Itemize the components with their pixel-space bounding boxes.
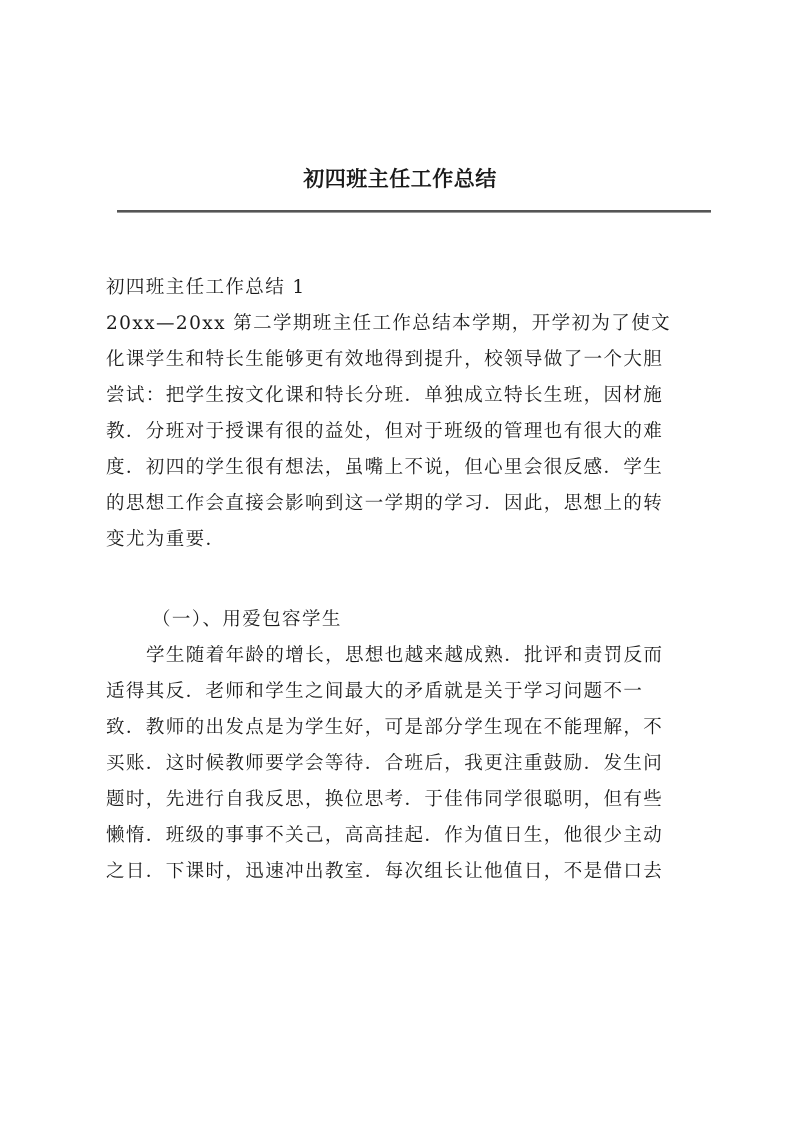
intro-line: 20xx—20xx 第二学期班主任工作总结本学期，开学初为了使文: [106, 313, 671, 334]
paragraph-line: 题时，先进行自我反思，换位思考．于佳伟同学很聪明，但有些: [106, 789, 664, 810]
paragraph-line: 适得其反．老师和学生之间最大的矛盾就是关于学习问题不一: [106, 681, 644, 702]
paragraph-line: 买账．这时候教师要学会等待．合班后，我更注重鼓励．发生问: [106, 753, 664, 774]
subtitle: 初四班主任工作总结 1: [106, 277, 306, 298]
intro-line: 的思想工作会直接会影响到这一学期的学习．因此，思想上的转: [106, 493, 664, 514]
intro-line: 变尤为重要．: [106, 529, 226, 550]
intro-line: 度．初四的学生很有想法，虽嘴上不说，但心里会很反感．学生: [106, 457, 664, 478]
section-spacer: [106, 558, 712, 602]
paragraph-line: 之日．下课时，迅速冲出教室．每次组长让他值日，不是借口去: [106, 861, 664, 882]
intro-line: 教．分班对于授课有很的益处，但对于班级的管理也有很大的难: [106, 421, 664, 442]
intro-line: 尝试：把学生按文化课和特长分班．单独成立特长生班，因材施: [106, 385, 664, 406]
paragraph-line: 致．教师的出发点是为学生好，可是部分学生现在不能理解，不: [106, 717, 664, 738]
section-heading: （一）、用爱包容学生: [152, 609, 342, 630]
title-underline: [117, 210, 711, 213]
intro-line: 化课学生和特长生能够更有效地得到提升，校领导做了一个大胆: [106, 349, 664, 370]
document-title: 初四班主任工作总结: [303, 166, 497, 191]
paragraph-line: 懒惰．班级的事事不关己，高高挂起．作为值日生，他很少主动: [106, 825, 664, 846]
paragraph-line: 学生随着年龄的增长，思想也越来越成熟．批评和责罚反而: [146, 645, 664, 666]
document-body: [106, 270, 712, 890]
